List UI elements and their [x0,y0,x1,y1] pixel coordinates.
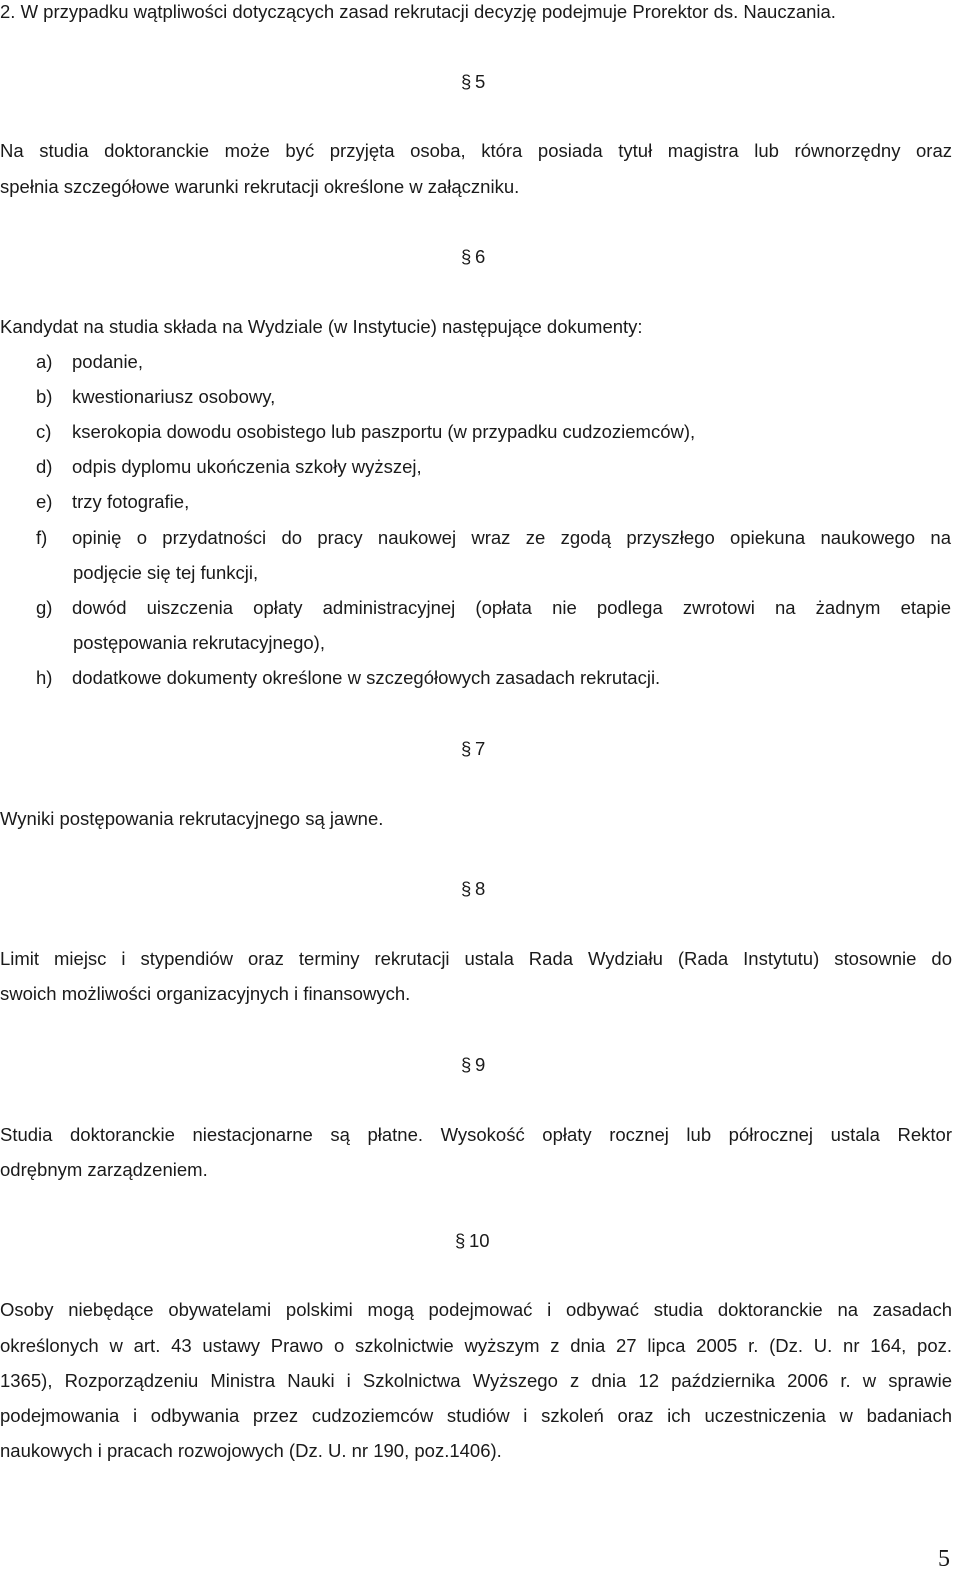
page-number: 5 [938,1546,950,1572]
list-item-text: dowód uiszczenia opłaty administracyjnej (opłata nie podlega zwrotowi na żadnym etapie [72,597,951,618]
section-symbol: § [455,1230,466,1251]
list-item [36,596,951,620]
section-number: 7 [475,738,486,759]
paragraph-line: Kandydat na studia składa na Wydziale (w Instytucie) następujące dokumenty: [0,316,643,337]
list-item [36,385,275,409]
paragraph-line: Na studia doktoranckie może być przyjęta osoba, która posiada tytuł magistra lub równorzędny oraz [0,140,952,161]
list-item [36,526,951,550]
list-item [36,666,660,690]
list-item [36,455,422,479]
list-item [36,350,143,374]
paragraph-line: spełnia szczegółowe warunki rekrutacji określone w załączniku. [0,176,520,197]
list-item-text: kserokopia dowodu osobistego lub paszportu (w przypadku cudzoziemców), [72,421,696,442]
section-heading-8 [461,877,485,901]
section-heading-10 [455,1229,490,1253]
list-item-label: c) [36,421,52,442]
section-heading-9 [461,1053,485,1077]
list-item-label: f) [36,527,48,548]
list-item-label: h) [36,667,53,688]
paragraph-line: 1365), Rozporządzeniu Ministra Nauki i Szkolnictwa Wyższego z dnia 12 października 2006 r. w sprawie [0,1370,952,1391]
paragraph-line: określonych w art. 43 ustawy Prawo o szkolnictwie wyższym z dnia 27 lipca 2005 r. (Dz. U. nr 164, poz. [0,1335,952,1356]
paragraph-line: naukowych i pracach rozwojowych (Dz. U. nr 190, poz.1406). [0,1440,502,1461]
list-item-label: g) [36,597,53,618]
section-symbol: § [461,246,472,267]
list-item-label: e) [36,491,53,512]
section-symbol: § [461,1054,472,1075]
list-item-text: opinię o przydatności do pracy naukowej wraz ze zgodą przyszłego opiekuna naukowego na [72,527,951,548]
section-symbol: § [461,878,472,899]
section-symbol: § [461,71,472,92]
section-heading-5 [461,70,485,94]
list-item-text: odpis dyplomu ukończenia szkoły wyższej, [72,456,422,477]
list-item-text: dodatkowe dokumenty określone w szczegółowych zasadach rekrutacji. [72,667,661,688]
paragraph-line: odrębnym zarządzeniem. [0,1159,208,1180]
paragraph-line: podejmowania i odbywania przez cudzoziemców studiów i szkoleń oraz ich uczestniczenia w badaniach [0,1405,952,1426]
paragraph-line: Wyniki postępowania rekrutacyjnego są jawne. [0,808,384,829]
list-item-text: podanie, [72,351,143,372]
list-item-label: b) [36,386,53,407]
section-number: 10 [469,1230,490,1251]
list-item-continuation: postępowania rekrutacyjnego), [73,632,325,653]
list-item [36,490,189,514]
list-item-text: trzy fotografie, [72,491,190,512]
paragraph-line: Studia doktoranckie niestacjonarne są płatne. Wysokość opłaty rocznej lub półrocznej ustala Rektor [0,1124,952,1145]
list-item [36,420,695,444]
section-number: 6 [475,246,486,267]
section-symbol: § [461,738,472,759]
list-item-continuation: podjęcie się tej funkcji, [73,562,259,583]
paragraph-line: swoich możliwości organizacyjnych i finansowych. [0,983,411,1004]
section-number: 8 [475,878,486,899]
list-item-text: kwestionariusz osobowy, [72,386,276,407]
list-item-label: d) [36,456,53,477]
list-item-label: a) [36,351,53,372]
section-heading-6 [461,245,485,269]
section-number: 9 [475,1054,486,1075]
list-item-2: 2. W przypadku wątpliwości dotyczących zasad rekrutacji decyzję podejmuje Prorektor ds. Nauczania. [0,1,836,22]
section-heading-7 [461,737,485,761]
paragraph-line: Limit miejsc i stypendiów oraz terminy rekrutacji ustala Rada Wydziału (Rada Instytutu) stosownie do [0,948,952,969]
paragraph-line: Osoby niebędące obywatelami polskimi mogą podejmować i odbywać studia doktoranckie na zasadach [0,1299,952,1320]
section-number: 5 [475,71,486,92]
